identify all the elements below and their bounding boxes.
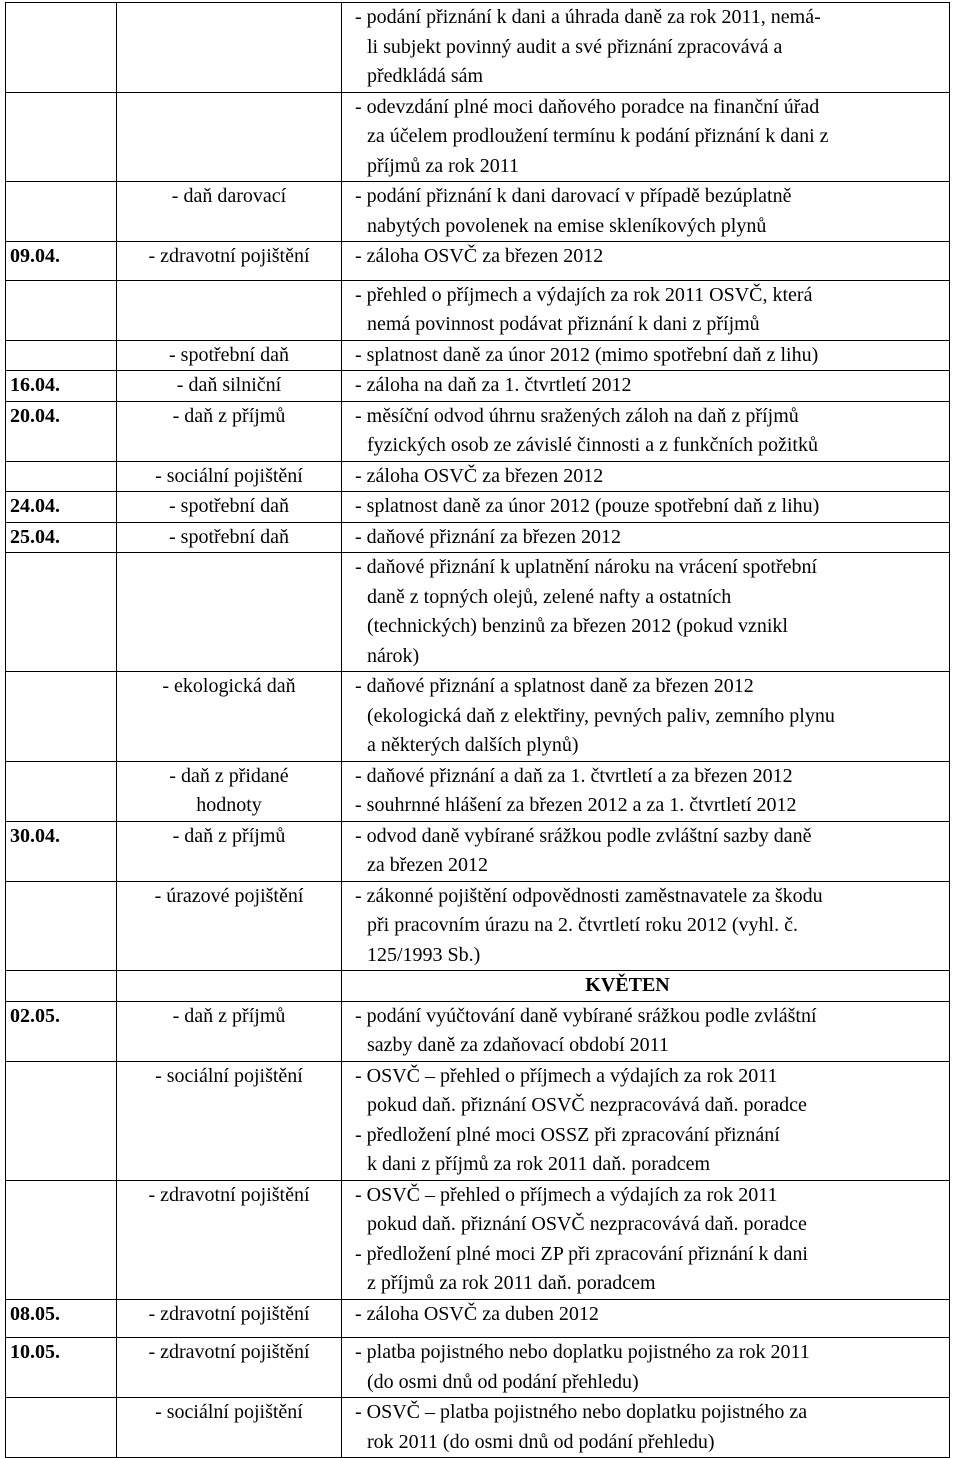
tax-type-label: - spotřební daň	[169, 343, 289, 366]
description-line: - záloha OSVČ za duben 2012	[355, 1302, 599, 1325]
tax-type-cell	[117, 522, 342, 553]
description-line: - splatnost daně za únor 2012 (pouze spotřební daň z lihu)	[355, 495, 820, 517]
table-row	[6, 1398, 950, 1458]
description-cell	[342, 761, 950, 821]
description-cell	[342, 1061, 950, 1180]
description-cell	[342, 1180, 950, 1299]
description-line: - odvod daně vybírané srážkou podle zvláštní sazby daně	[355, 824, 812, 847]
description-line: při pracovním úrazu na 2. čtvrtletí roku 2012 (vyhl. č.	[367, 914, 798, 936]
month-header-row	[6, 971, 950, 1002]
tax-type-cell	[117, 92, 342, 182]
description-line: - záloha OSVČ za březen 2012	[355, 464, 604, 487]
description-cell	[342, 401, 950, 461]
tax-type-label: - sociální pojištění	[155, 464, 303, 487]
tax-type-label: - úrazové pojištění	[154, 884, 304, 907]
table-row	[6, 1180, 950, 1299]
tax-type-cell	[117, 553, 342, 672]
table-row	[6, 553, 950, 672]
tax-calendar-table	[5, 2, 950, 1458]
date-cell: 10.05.	[6, 1338, 117, 1398]
description-line: li subjekt povinný audit a své přiznání zpracovává a	[367, 35, 783, 58]
table-row	[6, 881, 950, 971]
tax-type-cell	[117, 672, 342, 762]
description-line: - podání vyúčtování daně vybírané srážkou podle zvláštní	[355, 1004, 817, 1027]
date-cell: 24.04.	[6, 492, 117, 523]
tax-type-label: - daň darovací	[171, 185, 287, 207]
date-cell: 08.05.	[6, 1299, 117, 1338]
tax-type-label: - sociální pojištění	[155, 1064, 303, 1087]
description-line: - daňové přiznání k uplatnění nároku na vrácení spotřební	[355, 556, 818, 578]
table-row	[6, 3, 950, 93]
table-row	[6, 182, 950, 242]
description-line: rok 2011 (do osmi dnů od podání přehledu)	[367, 1430, 715, 1453]
tax-type-label: - zdravotní pojištění	[148, 1302, 310, 1325]
spacer	[355, 272, 943, 280]
description-line: k dani z příjmů za rok 2011 daň. poradcem	[367, 1153, 711, 1175]
table-row	[6, 761, 950, 821]
description-line: (technických) benzinů za březen 2012 (pokud vznikl	[367, 615, 788, 637]
description-line: pokud daň. přiznání OSVČ nezpracovává daň. poradce	[367, 1094, 807, 1116]
tax-type-label: - daň z přidané	[169, 764, 289, 787]
date-cell	[6, 3, 117, 93]
description-line: - odevzdání plné moci daňového poradce na finanční úřad	[355, 95, 820, 118]
tax-type-label: - spotřební daň	[169, 525, 289, 548]
date-cell	[6, 553, 117, 672]
tax-type-cell	[117, 1180, 342, 1299]
tax-type-cell	[117, 971, 342, 1002]
description-cell	[342, 1338, 950, 1398]
description-cell	[342, 1001, 950, 1061]
table-row	[6, 1299, 950, 1338]
tax-type-label: hodnoty	[196, 794, 262, 816]
tax-type-label: - sociální pojištění	[155, 1401, 303, 1423]
description-line: - předložení plné moci OSSZ při zpracování přiznání	[355, 1123, 780, 1146]
table-row	[6, 340, 950, 371]
date-cell: 16.04.	[6, 371, 117, 402]
table-row	[6, 242, 950, 281]
description-cell	[342, 821, 950, 881]
description-cell	[342, 461, 950, 492]
date-cell: 30.04.	[6, 821, 117, 881]
description-line: sazby daně za zdaňovací období 2011	[367, 1034, 669, 1056]
date-cell: 20.04.	[6, 401, 117, 461]
description-line: předkládá sám	[367, 65, 484, 87]
description-line: - podání přiznání k dani a úhrada daně za rok 2011, nemá-	[355, 6, 821, 28]
tax-calendar-body	[6, 3, 950, 1458]
description-line: nemá povinnost podávat přiznání k dani z příjmů	[367, 313, 760, 335]
date-cell	[6, 1061, 117, 1180]
date-cell	[6, 971, 117, 1002]
description-line: - daňové přiznání a splatnost daně za březen 2012	[355, 675, 754, 697]
description-line: pokud daň. přiznání OSVČ nezpracovává daň. poradce	[367, 1213, 807, 1235]
table-row	[6, 821, 950, 881]
description-line: (do osmi dnů od podání přehledu)	[367, 1370, 639, 1393]
date-cell	[6, 92, 117, 182]
tax-type-cell	[117, 821, 342, 881]
table-row	[6, 1061, 950, 1180]
description-line: - předložení plné moci ZP při zpracování přiznání k dani	[355, 1242, 808, 1265]
description-line: nárok)	[367, 644, 420, 667]
table-row	[6, 92, 950, 182]
month-heading	[342, 971, 950, 1002]
tax-type-cell	[117, 401, 342, 461]
description-cell	[342, 522, 950, 553]
description-cell	[342, 672, 950, 762]
table-row	[6, 492, 950, 523]
description-cell	[342, 1299, 950, 1338]
description-line: - přehled o příjmech a výdajích za rok 2011 OSVČ, která	[355, 283, 813, 306]
date-cell	[6, 280, 117, 340]
date-cell: 02.05.	[6, 1001, 117, 1061]
description-line: - měsíční odvod úhrnu sražených záloh na daň z příjmů	[355, 404, 799, 427]
date-cell	[6, 340, 117, 371]
tax-type-label: - daň z příjmů	[172, 1004, 286, 1027]
description-cell	[342, 371, 950, 402]
description-cell	[342, 92, 950, 182]
tax-type-label: - zdravotní pojištění	[148, 1341, 310, 1363]
tax-type-cell	[117, 280, 342, 340]
tax-type-cell	[117, 1001, 342, 1061]
description-cell	[342, 1398, 950, 1458]
tax-type-cell	[117, 340, 342, 371]
description-line: za účelem prodloužení termínu k podání přiznání k dani z	[367, 125, 829, 147]
date-cell	[6, 881, 117, 971]
description-line: - OSVČ – platba pojistného nebo doplatku pojistného za	[355, 1401, 808, 1423]
description-line: - daňové přiznání a daň za 1. čtvrtletí a za březen 2012	[355, 764, 793, 787]
description-line: - záloha OSVČ za březen 2012	[355, 245, 604, 267]
tax-type-cell	[117, 492, 342, 523]
description-cell	[342, 182, 950, 242]
description-line: (ekologická daň z elektřiny, pevných paliv, zemního plynu	[367, 704, 835, 727]
tax-type-cell	[117, 242, 342, 281]
description-line: - OSVČ – přehled o příjmech a výdajích za rok 2011	[355, 1064, 778, 1087]
date-cell	[6, 1398, 117, 1458]
tax-type-cell	[117, 1338, 342, 1398]
table-row	[6, 522, 950, 553]
tax-type-label: - ekologická daň	[162, 675, 296, 697]
table-row	[6, 1001, 950, 1061]
tax-type-cell	[117, 881, 342, 971]
description-cell	[342, 242, 950, 281]
description-line: - souhrnné hlášení za březen 2012 a za 1. čtvrtletí 2012	[355, 794, 797, 816]
tax-type-cell	[117, 1299, 342, 1338]
date-cell: 25.04.	[6, 522, 117, 553]
tax-type-label: - zdravotní pojištění	[148, 245, 310, 267]
description-line: daně z topných olejů, zelené nafty a ostatních	[367, 585, 732, 608]
description-cell	[342, 280, 950, 340]
tax-type-cell	[117, 182, 342, 242]
description-cell	[342, 340, 950, 371]
date-cell	[6, 672, 117, 762]
description-line: nabytých povolenek na emise skleníkových plynů	[367, 214, 767, 237]
date-cell	[6, 182, 117, 242]
tax-type-label: - daň silniční	[176, 374, 282, 396]
description-line: - podání přiznání k dani darovací v případě bezúplatně	[355, 185, 792, 207]
tax-type-cell	[117, 461, 342, 492]
spacer	[355, 1329, 943, 1337]
description-cell	[342, 881, 950, 971]
description-line: - platba pojistného nebo doplatku pojistného za rok 2011	[355, 1341, 810, 1363]
table-row	[6, 1338, 950, 1398]
tax-type-label: - daň z příjmů	[172, 824, 286, 847]
tax-type-cell	[117, 761, 342, 821]
tax-type-label: - zdravotní pojištění	[148, 1183, 310, 1206]
tax-type-cell	[117, 3, 342, 93]
description-line: z příjmů za rok 2011 daň. poradcem	[367, 1272, 656, 1294]
description-line: fyzických osob ze závislé činnosti a z funkčních požitků	[367, 434, 818, 456]
description-cell	[342, 553, 950, 672]
description-line: a některých dalších plynů)	[367, 734, 579, 756]
tax-type-label: - daň z příjmů	[172, 404, 286, 427]
description-line: - daňové přiznání za březen 2012	[355, 525, 621, 548]
description-line: - splatnost daně za únor 2012 (mimo spotřební daň z lihu)	[355, 343, 819, 366]
tax-type-label: - spotřební daň	[169, 495, 289, 517]
tax-type-cell	[117, 371, 342, 402]
description-line: za březen 2012	[367, 854, 489, 876]
date-cell: 09.04.	[6, 242, 117, 281]
table-row	[6, 672, 950, 762]
description-line: příjmů za rok 2011	[367, 154, 520, 177]
description-line: - záloha na daň za 1. čtvrtletí 2012	[355, 374, 632, 396]
description-line: - OSVČ – přehled o příjmech a výdajích za rok 2011	[355, 1183, 778, 1206]
date-cell	[6, 761, 117, 821]
month-label: KVĚTEN	[585, 974, 670, 996]
table-row	[6, 461, 950, 492]
date-cell	[6, 1180, 117, 1299]
tax-type-cell	[117, 1398, 342, 1458]
tax-type-cell	[117, 1061, 342, 1180]
date-cell	[6, 461, 117, 492]
description-line: - zákonné pojištění odpovědnosti zaměstnavatele za škodu	[355, 884, 823, 907]
table-row	[6, 280, 950, 340]
description-cell	[342, 3, 950, 93]
table-row	[6, 371, 950, 402]
description-cell	[342, 492, 950, 523]
description-line: 125/1993 Sb.)	[367, 943, 481, 966]
table-row	[6, 401, 950, 461]
